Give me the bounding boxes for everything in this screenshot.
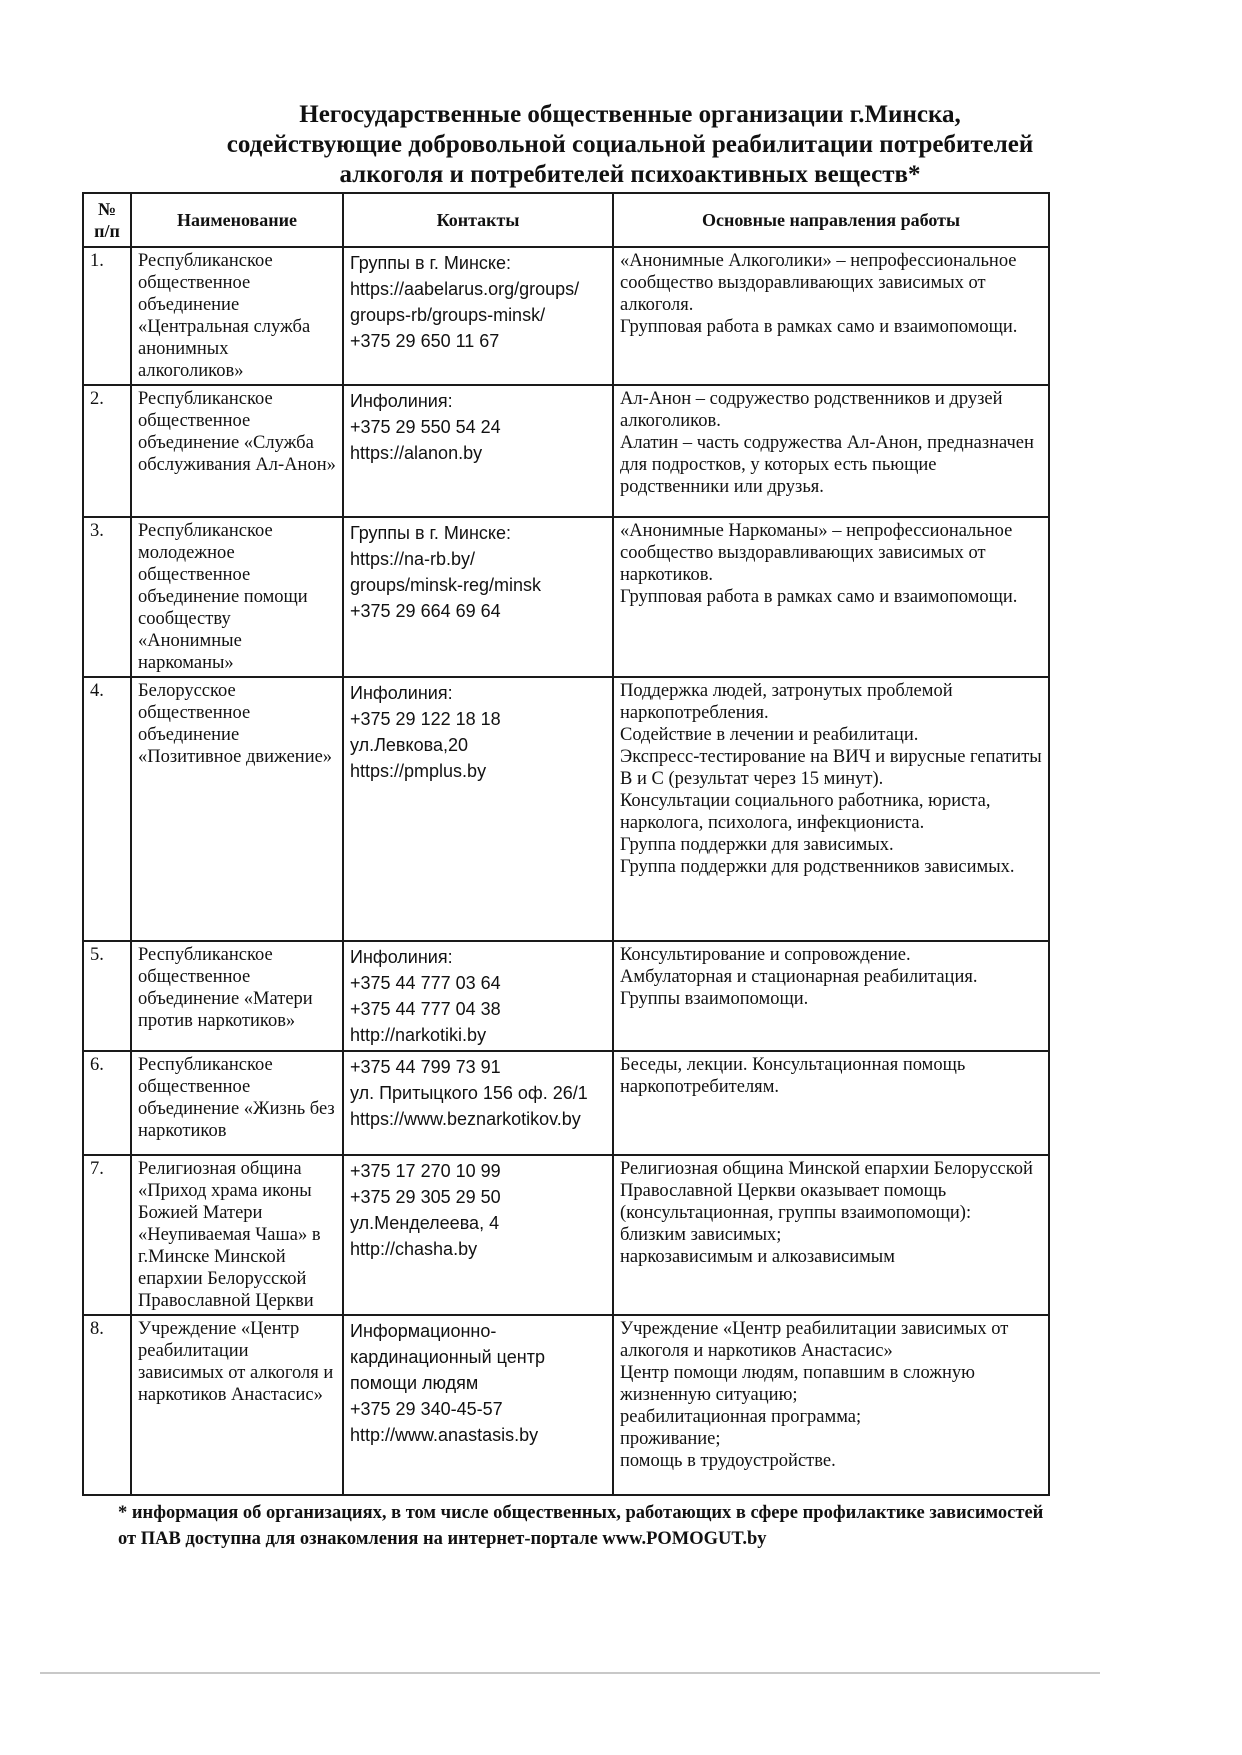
org-name: Учреждение «Центр реабилитации зависимых от алкоголя и наркотиков Анастасис» bbox=[131, 1315, 343, 1495]
org-directions: Ал-Анон – содружество родственников и друзей алкоголиков. Алатин – часть содружества Ал-Анон, предназначен для подростков, у которых есть пьющие родственники или друзья. bbox=[613, 385, 1049, 517]
header-directions: Основные направления работы bbox=[613, 193, 1049, 247]
header-num: № п/п bbox=[83, 193, 131, 247]
table-header-row bbox=[83, 193, 1049, 247]
org-name: Республиканское общественное объединение «Центральная служба анонимных алкоголиков» bbox=[131, 247, 343, 385]
org-directions: Поддержка людей, затронутых проблемой наркопотребления. Содействие в лечении и реабилитаци. Экспресс-тестирование на ВИЧ и вирусные гепатиты В и С (результат через 15 минут). Консультации социального работника, юриста, нарколога, психолога, инфекциониста. Группа поддержки для зависимых. Группа поддержки для родственников зависимых. bbox=[613, 677, 1049, 941]
org-name: Республиканское общественное объединение «Жизнь без наркотиков bbox=[131, 1051, 343, 1155]
table-row bbox=[83, 247, 1049, 385]
scan-artifact-line bbox=[40, 1672, 1100, 1674]
table-row bbox=[83, 1155, 1049, 1315]
table-row bbox=[83, 1315, 1049, 1495]
row-num: 6. bbox=[83, 1051, 131, 1155]
header-contacts: Контакты bbox=[343, 193, 613, 247]
page-title bbox=[180, 100, 1080, 190]
table-row bbox=[83, 517, 1049, 677]
table-row bbox=[83, 1051, 1049, 1155]
org-directions: Беседы, лекции. Консультационная помощь наркопотребителям. bbox=[613, 1051, 1049, 1155]
org-name: Республиканское молодежное общественное объединение помощи сообществу «Анонимные наркоманы» bbox=[131, 517, 343, 677]
org-directions: Учреждение «Центр реабилитации зависимых от алкоголя и наркотиков Анастасис» Центр помощи людям, попавшим в сложную жизненную ситуацию; реабилитационная программа; проживание; помощь в трудоустройстве. bbox=[613, 1315, 1049, 1495]
row-num: 4. bbox=[83, 677, 131, 941]
organizations-table bbox=[82, 192, 1050, 1496]
row-num: 2. bbox=[83, 385, 131, 517]
org-directions: «Анонимные Наркоманы» – непрофессиональное сообщество выздоравливающих зависимых от наркотиков. Групповая работа в рамках само и взаимопомощи. bbox=[613, 517, 1049, 677]
footnote: * информация об организациях, в том числе общественных, работающих в сфере профилактике зависимостей от ПАВ доступна для ознакомления на интернет-портале www.POMOGUT.by bbox=[118, 1503, 1044, 1549]
org-name: Религиозная община «Приход храма иконы Божией Матери «Неупиваемая Чаша» в г.Минске Минской епархии Белорусской Православной Церкви bbox=[131, 1155, 343, 1315]
header-name: Наименование bbox=[131, 193, 343, 247]
row-num: 3. bbox=[83, 517, 131, 677]
org-contacts: Инфолиния: +375 29 550 54 24 https://alanon.by bbox=[343, 385, 613, 517]
org-name: Белорусское общественное объединение «Позитивное движение» bbox=[131, 677, 343, 941]
table-row bbox=[83, 941, 1049, 1051]
title-line-3: алкоголя и потребителей психоактивных веществ* bbox=[339, 161, 921, 188]
org-contacts: Информационно-кардинационный центр помощи людям +375 29 340-45-57 http://www.anastasis.by bbox=[343, 1315, 613, 1495]
org-name: Республиканское общественное объединение «Служба обслуживания Ал-Анон» bbox=[131, 385, 343, 517]
org-name: Республиканское общественное объединение «Матери против наркотиков» bbox=[131, 941, 343, 1051]
row-num: 1. bbox=[83, 247, 131, 385]
table-row bbox=[83, 385, 1049, 517]
org-contacts: Инфолиния: +375 29 122 18 18 ул.Левкова,20 https://pmplus.by bbox=[343, 677, 613, 941]
org-contacts: +375 17 270 10 99 +375 29 305 29 50 ул.Менделеева, 4 http://chasha.by bbox=[343, 1155, 613, 1315]
table-row bbox=[83, 677, 1049, 941]
org-contacts: Группы в г. Минске: https://na-rb.by/ groups/minsk-reg/minsk +375 29 664 69 64 bbox=[343, 517, 613, 677]
row-num: 7. bbox=[83, 1155, 131, 1315]
org-contacts: Инфолиния: +375 44 777 03 64 +375 44 777 04 38 http://narkotiki.by bbox=[343, 941, 613, 1051]
org-directions: Консультирование и сопровождение. Амбулаторная и стационарная реабилитация. Группы взаимопомощи. bbox=[613, 941, 1049, 1051]
org-contacts: Группы в г. Минске: https://aabelarus.org/groups/ groups-rb/groups-minsk/ +375 29 650 11 67 bbox=[343, 247, 613, 385]
org-contacts: +375 44 799 73 91 ул. Притыцкого 156 оф. 26/1 https://www.beznarkotikov.by bbox=[343, 1051, 613, 1155]
org-directions: Религиозная община Минской епархии Белорусской Православной Церкви оказывает помощь (консультационная, группы взаимопомощи): близким зависимых; наркозависимым и алкозависимым bbox=[613, 1155, 1049, 1315]
title-line-2: содействующие добровольной социальной реабилитации потребителей bbox=[226, 131, 1034, 158]
row-num: 8. bbox=[83, 1315, 131, 1495]
row-num: 5. bbox=[83, 941, 131, 1051]
title-line-1: Негосударственные общественные организации г.Минска, bbox=[299, 101, 961, 128]
org-directions: «Анонимные Алкоголики» – непрофессиональное сообщество выздоравливающих зависимых от алкоголя. Групповая работа в рамках само и взаимопомощи. bbox=[613, 247, 1049, 385]
